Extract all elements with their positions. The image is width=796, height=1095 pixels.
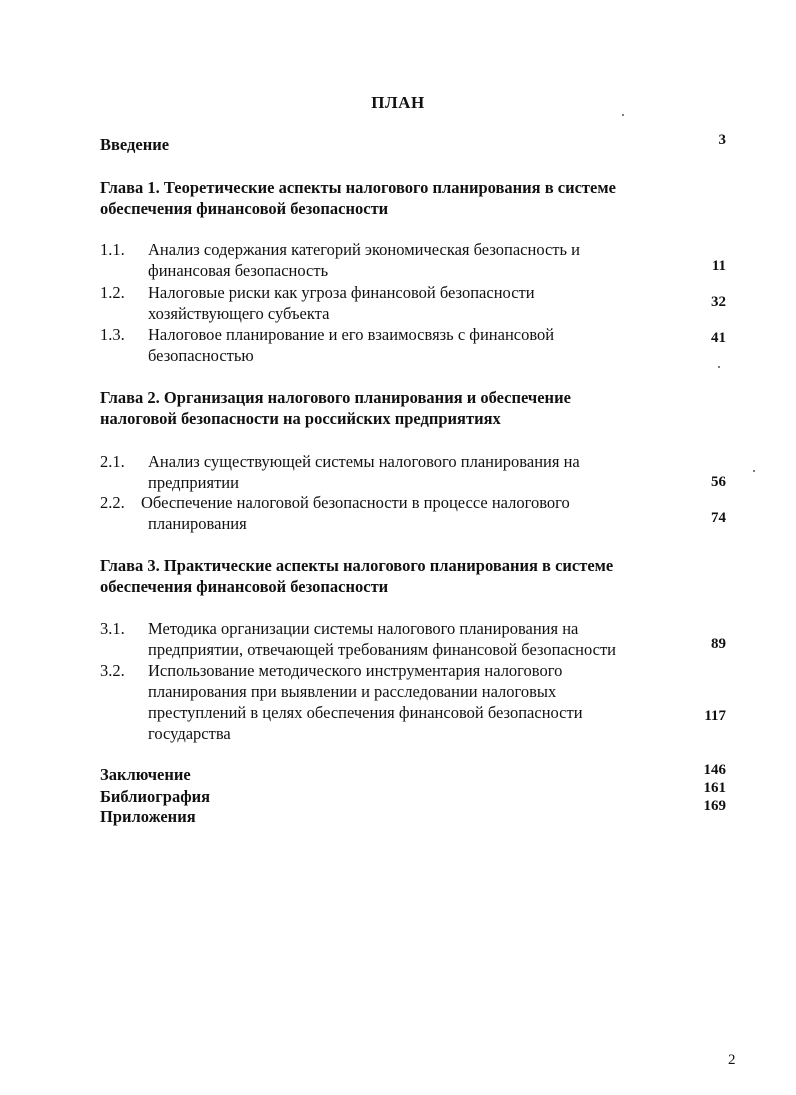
- section-1-2-page: 32: [711, 294, 726, 310]
- section-1-3-line-1: Налоговое планирование и его взаимосвязь с финансовой: [148, 325, 555, 344]
- chapter-3-title-line-2: обеспечения финансовой безопасности: [100, 577, 389, 596]
- page-number: 2: [728, 1052, 736, 1068]
- section-3-2-line-4: государства: [148, 724, 231, 743]
- section-2-1-number: 2.1.: [100, 452, 125, 471]
- section-1-2-number: 1.2.: [100, 283, 125, 302]
- toc-conclusion-page: 146: [703, 762, 726, 778]
- section-3-1-line-1: Методика организации системы налогового планирования на: [148, 619, 579, 638]
- scan-speck: [622, 114, 624, 116]
- section-1-3-page: 41: [711, 330, 726, 346]
- section-2-2-line-1: Обеспечение налоговой безопасности в процессе налогового: [141, 493, 570, 512]
- section-2-2-line-2: планирования: [148, 514, 247, 533]
- toc-bibliography-label: Библиография: [100, 787, 211, 806]
- section-1-2-line-1: Налоговые риски как угроза финансовой безопасности: [148, 283, 535, 302]
- toc-bibliography-page: 161: [703, 780, 726, 796]
- section-1-3-number: 1.3.: [100, 325, 125, 344]
- section-1-3-line-2: безопасностью: [148, 346, 254, 365]
- section-1-2-line-2: хозяйствующего субъекта: [148, 304, 330, 323]
- chapter-2-title-line-2: налоговой безопасности на российских предприятиях: [100, 409, 501, 428]
- section-3-2-line-1: Использование методического инструментария налогового: [148, 661, 563, 680]
- section-1-1-page: 11: [711, 258, 726, 274]
- section-3-1-number: 3.1.: [100, 619, 125, 638]
- section-1-1-line-1: Анализ содержания категорий экономическая безопасность и: [148, 240, 580, 259]
- scan-speck: [718, 366, 720, 368]
- section-3-2-line-3: преступлений в целях обеспечения финансовой безопасности: [148, 703, 583, 722]
- toc-intro-page: 3: [718, 132, 726, 148]
- toc-appendices-label: Приложения: [100, 807, 196, 826]
- section-2-2-page: 74: [711, 510, 726, 526]
- section-3-2-page: 117: [704, 708, 726, 724]
- toc-conclusion-label: Заключение: [100, 765, 191, 784]
- section-3-1-page: 89: [711, 636, 726, 652]
- chapter-1-title-line-2: обеспечения финансовой безопасности: [100, 199, 389, 218]
- chapter-2-title-line-1: Глава 2. Организация налогового планирования и обеспечение: [100, 388, 571, 407]
- toc-appendices-page: 169: [703, 798, 726, 814]
- section-3-1-line-2: предприятии, отвечающей требованиям финансовой безопасности: [148, 640, 616, 659]
- section-2-1-page: 56: [711, 474, 726, 490]
- chapter-1-title-line-1: Глава 1. Теоретические аспекты налогового планирования в системе: [100, 178, 616, 197]
- page-title: ПЛАН: [371, 93, 425, 112]
- section-1-1-line-2: финансовая безопасность: [148, 261, 329, 280]
- section-3-2-number: 3.2.: [100, 661, 125, 680]
- chapter-3-title-line-1: Глава 3. Практические аспекты налогового планирования в системе: [100, 556, 614, 575]
- section-2-1-line-2: предприятии: [148, 473, 239, 492]
- section-3-2-line-2: планирования при выявлении и расследовании налоговых: [148, 682, 557, 701]
- section-2-2-number: 2.2.: [100, 493, 125, 512]
- toc-intro-label: Введение: [100, 135, 170, 154]
- section-1-1-number: 1.1.: [100, 240, 125, 259]
- section-2-1-line-1: Анализ существующей системы налогового планирования на: [148, 452, 580, 471]
- scan-speck: [753, 470, 755, 472]
